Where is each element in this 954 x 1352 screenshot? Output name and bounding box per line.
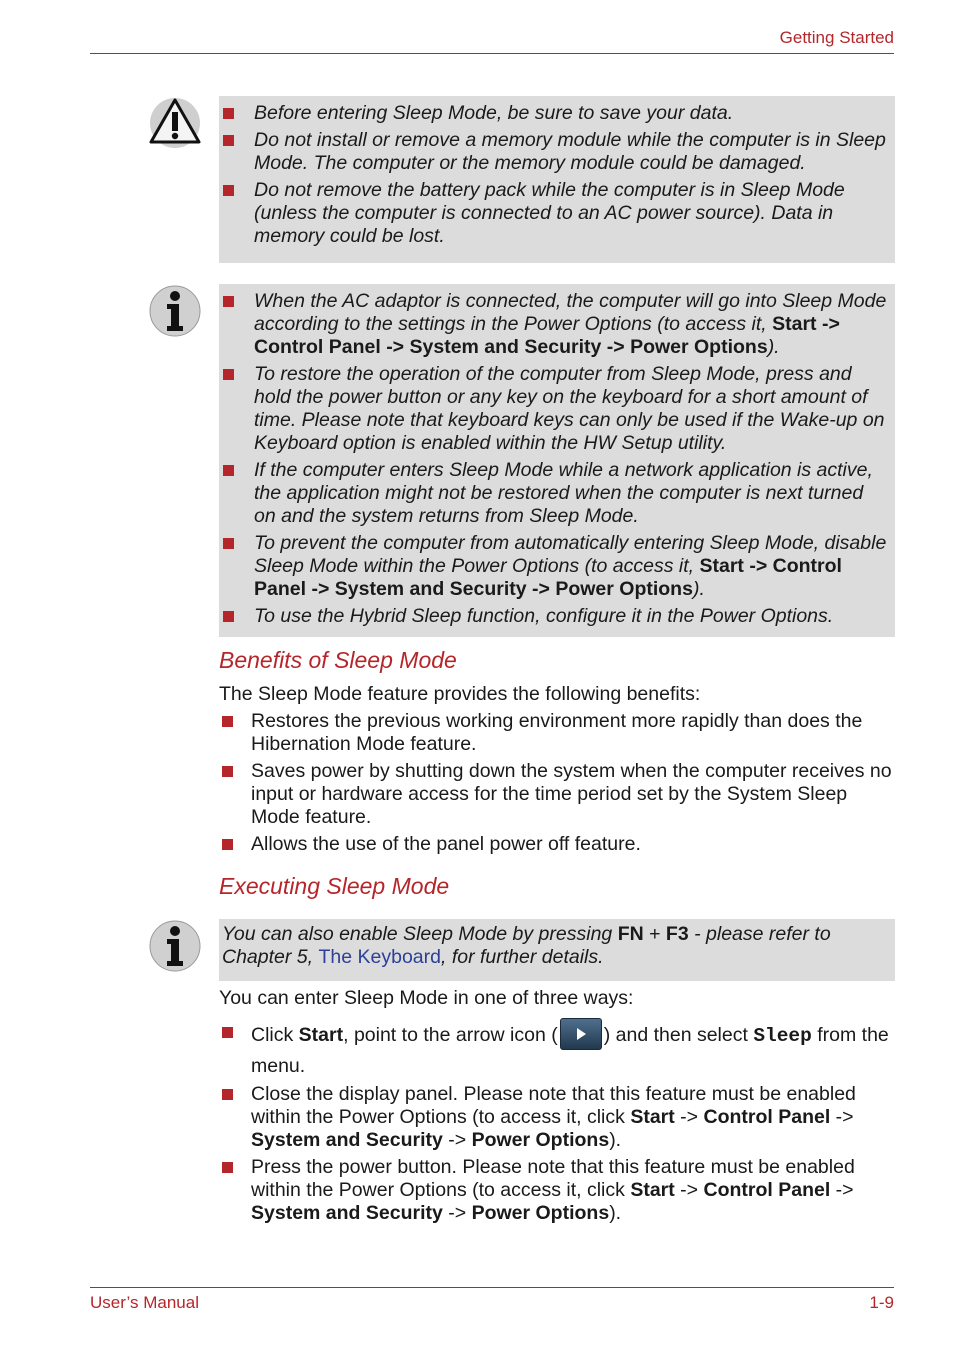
footer-manual-title: User’s Manual bbox=[90, 1293, 199, 1312]
bullet-icon bbox=[222, 1089, 233, 1100]
list-item: To use the Hybrid Sleep function, configure it in the Power Options. bbox=[219, 605, 889, 628]
warning-triangle-icon bbox=[148, 96, 202, 150]
list-item: Press the power button. Please note that this feature must be enabled within the Power Options (to access it, click Start -> Control Panel -> System and Security -> Power Options). bbox=[219, 1156, 895, 1225]
bullet-icon bbox=[222, 1162, 233, 1173]
header-section-title: Getting Started bbox=[779, 28, 894, 47]
keyboard-note-box bbox=[219, 919, 895, 981]
page-number: 1-9 bbox=[869, 1293, 894, 1312]
list-item: To restore the operation of the computer from Sleep Mode, press and hold the power button or any key on the keyboard for a short amount of time. Please note that keyboard keys can only be used if the Wake-up on Keyboard option is enabled within the HW Setup utility. bbox=[219, 363, 889, 455]
footer-divider bbox=[90, 1287, 894, 1288]
keyboard-chapter-link[interactable]: The Keyboard bbox=[318, 946, 441, 968]
list-item: To prevent the computer from automatically entering Sleep Mode, disable Sleep Mode within the Power Options (to access it, Start -> Control Panel -> System and Security -> Power Options). bbox=[219, 532, 889, 601]
bullet-icon bbox=[223, 538, 234, 549]
list-item: When the AC adaptor is connected, the computer will go into Sleep Mode according to the settings in the Power Options (to access it, Start -> Control Panel -> System and Security -> Power Options). bbox=[219, 290, 889, 359]
bullet-icon bbox=[223, 135, 234, 146]
list-item: Allows the use of the panel power off feature. bbox=[219, 833, 895, 856]
list-item: Close the display panel. Please note that this feature must be enabled within the Power Options (to access it, click Start -> Control Panel -> System and Security -> Power Options). bbox=[219, 1083, 895, 1152]
info-icon bbox=[148, 919, 202, 973]
list-item: Restores the previous working environment more rapidly than does the Hibernation Mode feature. bbox=[219, 710, 895, 756]
bullet-icon bbox=[223, 108, 234, 119]
bullet-icon bbox=[223, 465, 234, 476]
list-item: Saves power by shutting down the system when the computer receives no input or hardware access for the time period set by the System Sleep Mode feature. bbox=[219, 760, 895, 829]
bullet-icon bbox=[222, 716, 233, 727]
list-item: Before entering Sleep Mode, be sure to save your data. bbox=[219, 102, 889, 125]
arrow-right-button-icon bbox=[560, 1018, 602, 1050]
section-title-benefits: Benefits of Sleep Mode bbox=[219, 647, 457, 673]
benefits-list bbox=[219, 710, 895, 860]
section-title-executing: Executing Sleep Mode bbox=[219, 873, 450, 899]
warning-note-box bbox=[219, 96, 895, 263]
bullet-icon bbox=[223, 185, 234, 196]
list-item: Do not remove the battery pack while the computer is in Sleep Mode (unless the computer is connected to an AC power source). Data in memory could be lost. bbox=[219, 179, 889, 248]
executing-list bbox=[219, 1018, 895, 1229]
keyboard-note-text: You can also enable Sleep Mode by pressing FN + F3 - please refer to Chapter 5, The Keyboard, for further details. bbox=[222, 923, 831, 968]
executing-intro: You can enter Sleep Mode in one of three ways: bbox=[219, 987, 634, 1009]
info-icon bbox=[148, 284, 202, 338]
list-item: Do not install or remove a memory module while the computer is in Sleep Mode. The computer or the memory module could be damaged. bbox=[219, 129, 889, 175]
header-divider bbox=[90, 53, 894, 54]
list-item: Click Start, point to the arrow icon ( ) and then select Sleep from the menu. bbox=[219, 1018, 895, 1081]
bullet-icon bbox=[223, 611, 234, 622]
bullet-icon bbox=[222, 1027, 233, 1038]
bullet-icon bbox=[223, 296, 234, 307]
bullet-icon bbox=[223, 369, 234, 380]
info-note-box bbox=[219, 284, 895, 637]
list-item: If the computer enters Sleep Mode while a network application is active, the application might not be restored when the computer is next turned on and the system returns from Sleep Mode. bbox=[219, 459, 889, 528]
bullet-icon bbox=[222, 766, 233, 777]
benefits-intro: The Sleep Mode feature provides the following benefits: bbox=[219, 683, 701, 705]
bullet-icon bbox=[222, 839, 233, 850]
